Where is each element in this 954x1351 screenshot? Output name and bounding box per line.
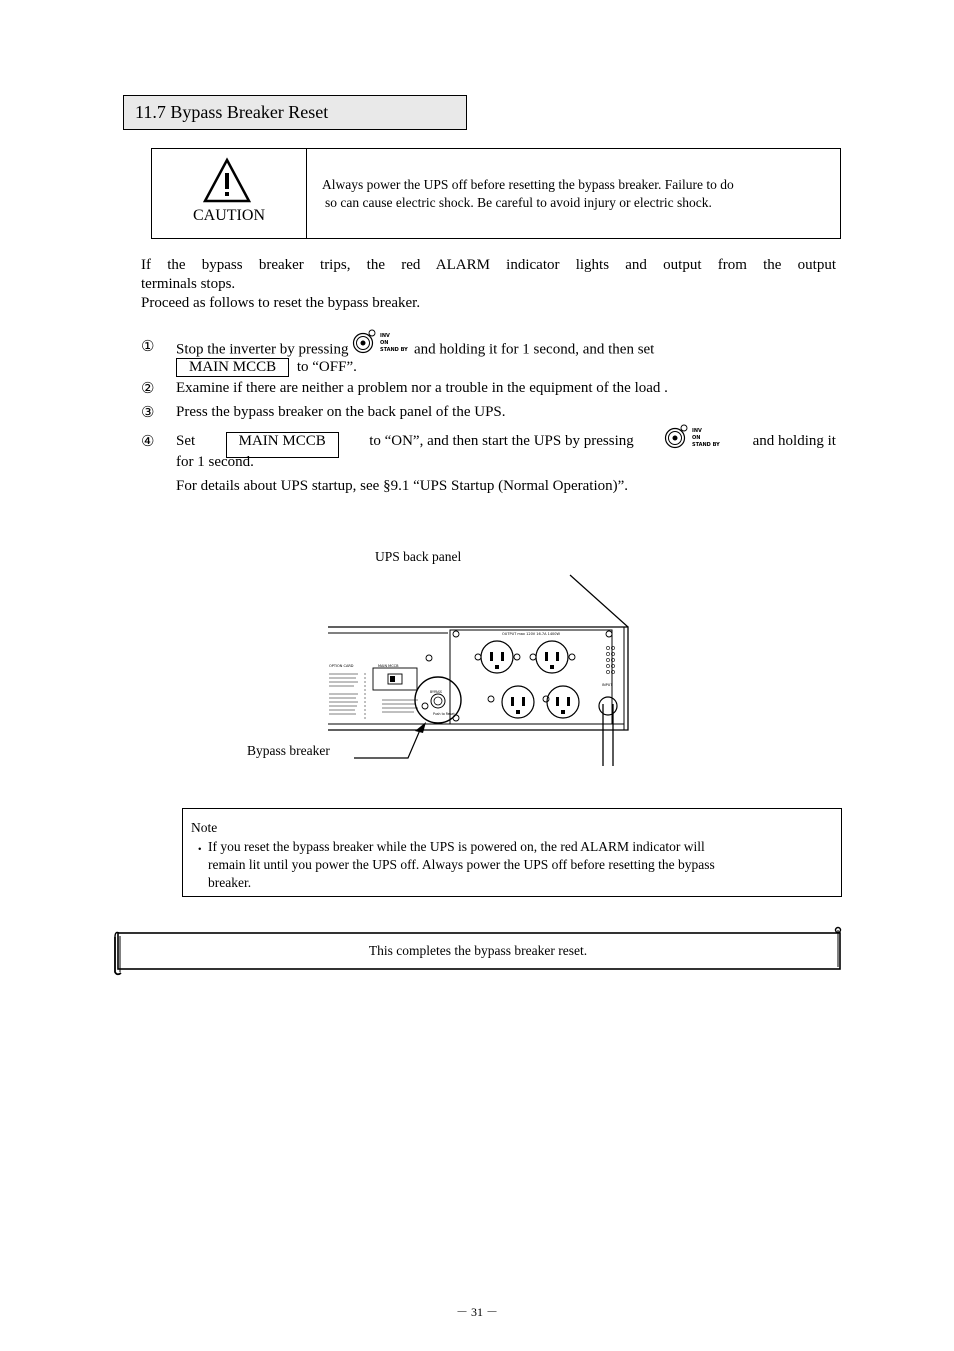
step-text: Stop the inverter by pressing (176, 341, 349, 358)
note-box (182, 808, 842, 897)
caution-text (322, 176, 837, 212)
mccb-label: MAIN MCCB (378, 664, 399, 668)
key-label: STAND BY (380, 347, 408, 353)
figure-caption-top: UPS back panel (375, 549, 462, 564)
caution-box (151, 148, 841, 239)
key-label: ON (692, 435, 701, 441)
step-3-text: Press the bypass breaker on the back panel of the UPS. (176, 404, 506, 420)
section-title: 11.7 Bypass Breaker Reset (123, 95, 467, 130)
step-text: to “ON”, and then start the UPS by pressing (369, 433, 634, 449)
completion-text: This completes the bypass breaker reset. (368, 943, 588, 958)
bypass-label: BYPASS (430, 690, 442, 694)
caution-text-line: so can cause electric shock. Be careful to avoid injury or electric shock. (325, 195, 712, 210)
intro-line: Proceed as follows to reset the bypass breaker. (141, 295, 421, 311)
step-4-line3: For details about UPS startup, see §9.1 “UPS Startup (Normal Operation)”. (176, 478, 629, 494)
step-text: Set (176, 433, 196, 449)
input-label: INPUT (602, 683, 613, 687)
caution-label: CAUTION (193, 207, 265, 224)
step-1-line2 (176, 358, 357, 377)
key-label: ON (380, 340, 389, 346)
reset-label: Push to Reset (433, 712, 455, 716)
intro-line: terminals stops. (141, 276, 236, 292)
completion-banner (112, 926, 844, 976)
key-label: STAND BY (692, 442, 720, 448)
intro-line: If the bypass breaker trips, the red ALARM indicator lights and output from the output (141, 257, 836, 273)
power-key-icon (664, 428, 722, 458)
step-number: ② (141, 381, 155, 397)
step-text: and holding it for 1 second, and then set (413, 341, 655, 358)
step-number: ① (141, 339, 155, 355)
step-text: to “OFF”. (296, 359, 357, 375)
step-4-line (176, 428, 836, 458)
step-number: ④ (141, 434, 155, 450)
warning-triangle-icon (202, 157, 252, 205)
note-bullet: ・ (193, 842, 207, 857)
step-number: ③ (141, 405, 155, 421)
note-text (208, 838, 833, 892)
figure-caption-bypass: Bypass breaker (247, 743, 330, 758)
caution-panel (152, 149, 307, 238)
power-key-icon (352, 333, 410, 363)
page-number: － 31 － (455, 1305, 498, 1319)
key-label: INV (692, 428, 703, 434)
step-4-line2: for 1 second. (176, 454, 254, 470)
ups-back-panel-figure (240, 570, 640, 770)
note-line: If you reset the bypass breaker while the UPS is powered on, the red ALARM indicator will (208, 839, 705, 854)
step-text: and holding it (752, 433, 836, 449)
main-mccb-label: MAIN MCCB (226, 432, 339, 458)
main-mccb-label: MAIN MCCB (176, 358, 289, 377)
caution-text-line: Always power the UPS off before resetting the bypass breaker. Failure to do (322, 177, 734, 192)
note-title: Note (191, 820, 218, 835)
note-line: remain lit until you power the UPS off. Always power the UPS off before resetting the bypass (208, 857, 715, 872)
option-card-label: OPTION CARD (329, 664, 354, 668)
note-line: breaker. (208, 875, 252, 890)
step-2-text: Examine if there are neither a problem nor a trouble in the equipment of the load . (176, 380, 668, 396)
output-label: OUTPUT max 120V 16.7A 1400W (502, 632, 560, 636)
key-label: INV (380, 333, 391, 339)
